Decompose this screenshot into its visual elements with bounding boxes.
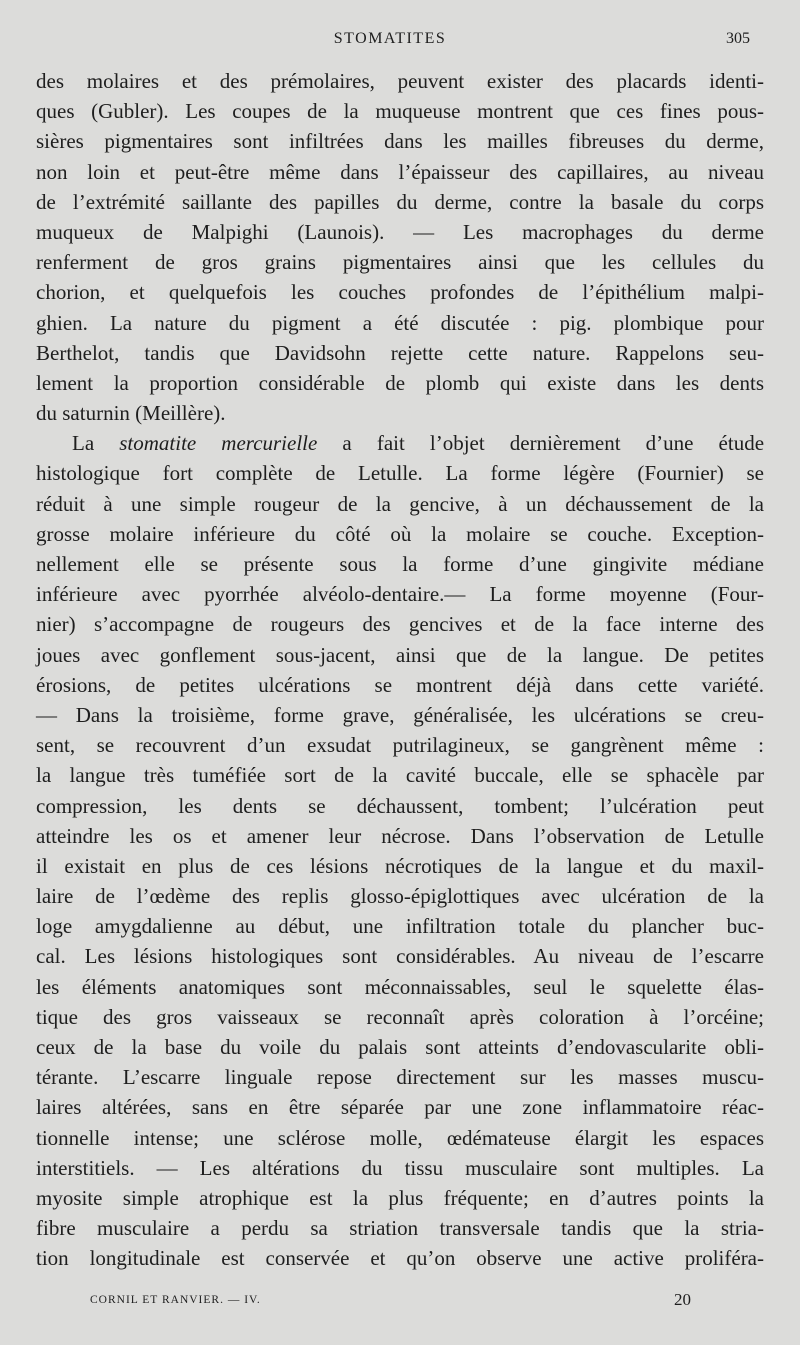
text-line: fibre musculaire a perdu sa striation transversale tandis que la stria- xyxy=(36,1216,764,1241)
text-run: La xyxy=(72,431,120,456)
text-line: ques (Gubler). Les coupes de la muqueuse montrent que ces fines pous- xyxy=(36,99,764,124)
printer-signature: CORNIL ET RANVIER. — IV. xyxy=(90,1294,261,1306)
text-line: — Dans la troisième, forme grave, généralisée, les ulcérations se creu- xyxy=(36,702,764,727)
text-line: interstitiels. — Les altérations du tissu musculaire sont multiples. La xyxy=(36,1155,764,1180)
text-line: érosions, de petites ulcérations se montrent déjà dans cette variété. xyxy=(36,672,764,697)
text-line: tion longitudinale est conservée et qu’on observe une active proliféra- xyxy=(36,1246,764,1271)
text-line: atteindre les os et amener leur nécrose. Dans l’observation de Letulle xyxy=(36,823,764,848)
text-line: la langue très tuméfiée sort de la cavité buccale, elle se sphacèle par xyxy=(36,763,764,788)
text-line xyxy=(36,428,764,458)
text-line: renferment de gros grains pigmentaires ainsi que les cellules du xyxy=(36,250,764,275)
text-line: les éléments anatomiques sont méconnaissables, seul le squelette élas- xyxy=(36,974,764,999)
text-line: histologique fort complète de Letulle. La forme légère (Fournier) se xyxy=(36,461,764,486)
page-footer xyxy=(0,1290,800,1314)
body-text xyxy=(36,66,764,1274)
text-line: inférieure avec pyorrhée alvéolo-dentaire.— La forme moyenne (Four- xyxy=(36,582,764,607)
text-line: térante. L’escarre linguale repose directement sur les masses muscu- xyxy=(36,1065,764,1090)
running-title: STOMATITES xyxy=(333,30,447,47)
page-number: 305 xyxy=(726,30,750,47)
text-line: compression, les dents se déchaussent, tombent; l’ulcération peut xyxy=(36,793,764,818)
text-line: de l’extrémité saillante des papilles du derme, contre la basale du corps xyxy=(36,189,764,214)
text-line: ghien. La nature du pigment a été discutée : pig. plombique pour xyxy=(36,310,764,335)
text-line: laires altérées, sans en être séparée par une zone inflammatoire réac- xyxy=(36,1095,764,1120)
text-line: nellement elle se présente sous la forme d’une gingivite médiane xyxy=(36,552,764,576)
text-run: a fait l’objet dernièrement d’une étude xyxy=(317,431,765,456)
text-line: sent, se recouvrent d’un exsudat putrilagineux, se gangrènent même : xyxy=(36,733,764,758)
text-line: muqueux de Malpighi (Launois). — Les macrophages du derme xyxy=(36,219,764,244)
text-line: grosse molaire inférieure du côté où la molaire se couche. Exception- xyxy=(36,521,764,546)
text-line: Berthelot, tandis que Davidsohn rejette cette nature. Rappelons seu- xyxy=(36,340,764,365)
text-line: réduit à une simple rougeur de la gencive, à un déchaussement de la xyxy=(36,491,764,516)
text-line: loge amygdalienne au début, une infiltration totale du plancher buc- xyxy=(36,914,764,939)
signature-number: 20 xyxy=(674,1290,691,1309)
text-line: tionnelle intense; une sclérose molle, œdémateuse élargit les espaces xyxy=(36,1125,764,1150)
text-line: cal. Les lésions histologiques sont considérables. Au niveau de l’escarre xyxy=(36,944,764,969)
text-line: nier) s’accompagne de rougeurs des gencives et de la face interne des xyxy=(36,612,764,637)
text-line: du saturnin (Meillère). xyxy=(36,401,226,426)
text-line: ceux de la base du voile du palais sont atteints d’endovascularite obli- xyxy=(36,1035,764,1059)
text-line: non loin et peut-être même dans l’épaisseur des capillaires, au niveau xyxy=(36,159,764,184)
text-line: myosite simple atrophique est la plus fréquente; en d’autres points la xyxy=(36,1185,764,1210)
text-line: tique des gros vaisseaux se reconnaît après coloration à l’orcéine; xyxy=(36,1004,764,1029)
running-head xyxy=(0,30,800,54)
text-line: joues avec gonflement sous-jacent, ainsi que de la langue. De petites xyxy=(36,642,764,667)
text-line: lement la proportion considérable de plomb qui existe dans les dents xyxy=(36,370,764,395)
text-line: laire de l’œdème des replis glosso-épiglottiques avec ulcération de la xyxy=(36,884,764,909)
italic-term: stomatite mercurielle xyxy=(119,431,318,456)
text-line: il existait en plus de ces lésions nécrotiques de la langue et du maxil- xyxy=(36,853,764,878)
text-line: chorion, et quelquefois les couches profondes de l’épithélium malpi- xyxy=(36,280,764,305)
text-line: sières pigmentaires sont infiltrées dans les mailles fibreuses du derme, xyxy=(36,129,764,154)
text-line: des molaires et des prémolaires, peuvent exister des placards identi- xyxy=(36,69,764,93)
